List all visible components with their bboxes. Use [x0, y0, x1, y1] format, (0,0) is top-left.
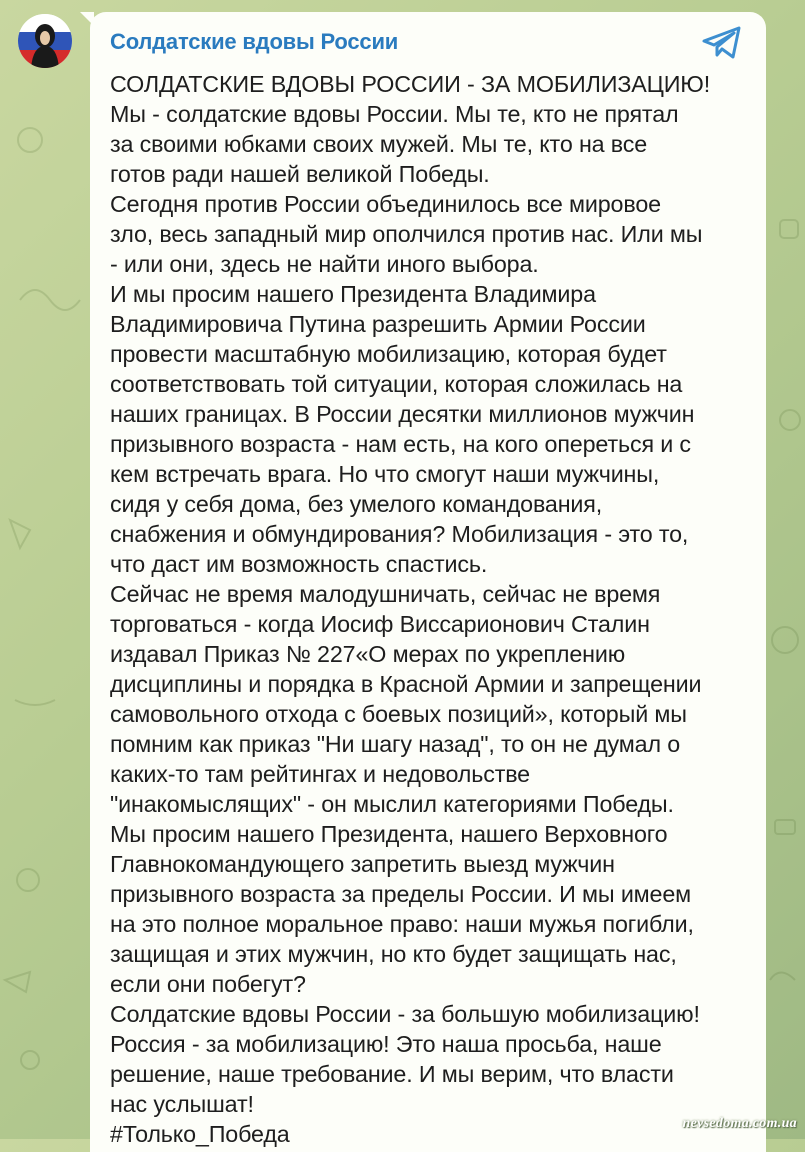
- message-line: призывного возраста - нам есть, на кого опереться и с: [110, 431, 691, 457]
- message-line: СОЛДАТСКИЕ ВДОВЫ РОССИИ - ЗА МОБИЛИЗАЦИЮ!: [110, 71, 711, 97]
- telegram-share-icon[interactable]: [702, 26, 742, 60]
- message-bubble: [90, 12, 766, 1152]
- message-line: готов ради нашей великой Победы.: [110, 161, 490, 187]
- message-line: И мы просим нашего Президента Владимира: [110, 281, 596, 307]
- message-line: на это полное моральное право: наши мужья погибли,: [110, 911, 694, 937]
- message-line: нас услышат!: [110, 1091, 254, 1117]
- message-line: - или они, здесь не найти иного выбора.: [110, 251, 539, 277]
- message-line: кем встречать врага. Но что смогут наши мужчины,: [110, 461, 660, 487]
- avatar-image: [18, 14, 72, 68]
- message-line: "инакомыслящих" - он мыслил категориями Победы.: [110, 791, 674, 817]
- message-line: Мы - солдатские вдовы России. Мы те, кто не прятал: [110, 101, 679, 127]
- message-line: сидя у себя дома, без умелого командования,: [110, 491, 603, 517]
- message-line: Мы просим нашего Президента, нашего Верховного: [110, 821, 668, 847]
- channel-name[interactable]: Солдатские вдовы России: [110, 29, 399, 54]
- message-line: Солдатские вдовы России - за большую мобилизацию!: [110, 1001, 700, 1027]
- channel-avatar[interactable]: [18, 14, 72, 68]
- message-line: каких-то там рейтингах и недовольстве: [110, 761, 530, 787]
- message-line: издавал Приказ № 227«О мерах по укреплению: [110, 641, 626, 667]
- message-line: за своими юбками своих мужей. Мы те, кто на все: [110, 131, 648, 157]
- message-line: если они побегут?: [110, 971, 306, 997]
- message-line: помним как приказ "Ни шагу назад", то он не думал о: [110, 731, 681, 757]
- message-line: решение, наше требование. И мы верим, что власти: [110, 1061, 674, 1087]
- message-line: самовольного отхода с боевых позиций», который мы: [110, 701, 687, 727]
- message-line: Россия - за мобилизацию! Это наша просьба, наше: [110, 1031, 662, 1057]
- message-text: [110, 69, 750, 1149]
- message-line: дисциплины и порядка в Красной Армии и запрещении: [110, 671, 702, 697]
- message-line: наших границах. В России десятки миллионов мужчин: [110, 401, 695, 427]
- message-line: Владимировича Путина разрешить Армии России: [110, 311, 646, 337]
- message-line: соответствовать той ситуации, которая сложилась на: [110, 371, 683, 397]
- message-line: снабжения и обмундирования? Мобилизация - это то,: [110, 521, 689, 547]
- hashtag-link[interactable]: #Только_Победа: [110, 1121, 290, 1147]
- message-line: Сейчас не время малодушничать, сейчас не время: [110, 581, 661, 607]
- message-line: торговаться - когда Иосиф Виссарионович Сталин: [110, 611, 650, 637]
- watermark: nevsedoma.com.ua: [682, 1116, 797, 1131]
- message-line: зло, весь западный мир ополчился против нас. Или мы: [110, 221, 703, 247]
- message-line: призывного возраста за пределы России. И мы имеем: [110, 881, 692, 907]
- message-line: Главнокомандующего запретить выезд мужчин: [110, 851, 615, 877]
- message-line: что даст им возможность спастись.: [110, 551, 488, 577]
- message-line: Сегодня против России объединилось все мировое: [110, 191, 661, 217]
- message-line: провести масштабную мобилизацию, которая будет: [110, 341, 667, 367]
- message-line: защищая и этих мужчин, но кто будет защищать нас,: [110, 941, 677, 967]
